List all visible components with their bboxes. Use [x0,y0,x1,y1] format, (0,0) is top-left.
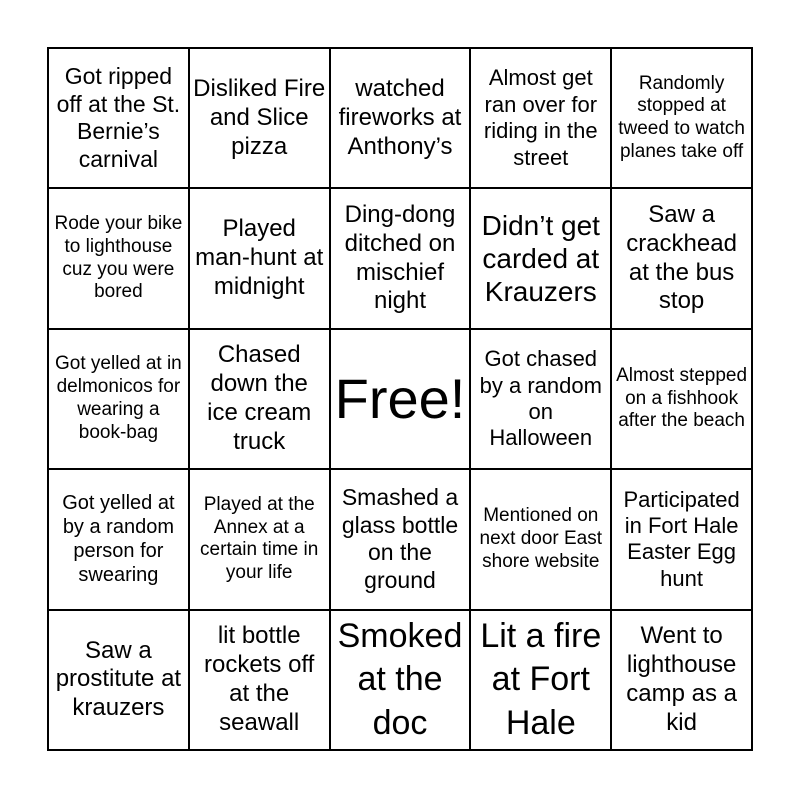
bingo-cell[interactable] [330,188,471,328]
bingo-cell[interactable] [330,48,471,188]
bingo-cell[interactable] [48,48,189,188]
cell-text: Got yelled at by a random person for swearing [62,492,175,587]
cell-text: Participated in Fort Hale Easter Egg hunt [623,486,740,591]
bingo-cell[interactable] [330,469,471,609]
bingo-cell[interactable] [330,610,471,750]
cell-text: watched fireworks at Anthony’s [338,75,462,160]
bingo-cell[interactable] [611,48,752,188]
cell-text: Mentioned on next door East shore website [479,505,603,572]
bingo-board [47,47,753,751]
bingo-cell[interactable] [611,610,752,750]
cell-text: Almost stepped on a fishhook after the beach [616,364,748,432]
cell-text: Chased down the ice cream truck [207,341,312,455]
bingo-cell[interactable] [189,188,330,328]
cell-text: Played at the Annex at a certain time in your life [200,493,319,584]
cell-text: Got yelled at in delmonicos for wearing a book-bag [55,353,182,443]
bingo-cell[interactable] [48,329,189,469]
cell-text: Saw a prostitute at krauzers [55,636,182,722]
bingo-cell[interactable] [48,188,189,328]
cell-text: Lit a fire at Fort Hale [480,616,602,742]
bingo-cell[interactable] [470,329,611,469]
bingo-cell[interactable] [189,610,330,750]
bingo-cell[interactable] [611,469,752,609]
cell-text: Went to lighthouse camp as a kid [626,622,737,736]
cell-text: Smashed a glass bottle on the ground [341,484,459,593]
bingo-cell[interactable] [470,610,611,750]
cell-text: Almost get ran over for riding in the street [483,65,598,170]
bingo-cell[interactable] [48,610,189,750]
bingo-cell[interactable] [611,329,752,469]
cell-text: Played man-hunt at midnight [195,215,324,300]
cell-text: Disliked Fire and Slice pizza [193,75,326,160]
free-space[interactable] [330,329,471,469]
bingo-cell[interactable] [470,188,611,328]
cell-text: Ding-dong ditched on mischief night [344,201,456,315]
bingo-cell[interactable] [189,329,330,469]
cell-text: Rode your bike to lighthouse cuz you were bored [54,213,183,303]
cell-text: Randomly stopped at tweed to watch planes take off [618,72,745,162]
cell-text: Saw a crackhead at the bus stop [626,201,737,315]
cell-text: Got chased by a random on Halloween [479,346,602,451]
bingo-cell[interactable] [611,188,752,328]
bingo-cell[interactable] [470,48,611,188]
bingo-cell[interactable] [189,469,330,609]
free-text: Free! [334,367,466,431]
bingo-cell[interactable] [470,469,611,609]
bingo-cell[interactable] [189,48,330,188]
cell-text: Didn’t get carded at Krauzers [481,210,600,308]
cell-text: lit bottle rockets off at the seawall [204,622,315,736]
cell-text: Smoked at the doc [337,616,463,742]
bingo-cell[interactable] [48,469,189,609]
cell-text: Got ripped off at the St. Bernie’s carnival [56,63,181,172]
